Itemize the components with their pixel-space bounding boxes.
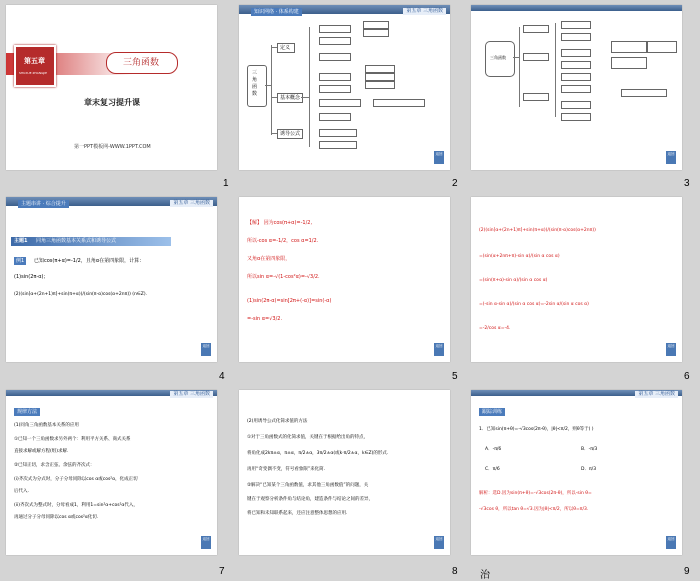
example-label: 例1 (16, 258, 25, 264)
slide-number: 9 (684, 566, 690, 577)
node-basic (277, 93, 303, 103)
back-button[interactable]: 返回 (666, 343, 676, 356)
footer-text: 治 (480, 570, 490, 581)
node-leaf (523, 53, 549, 61)
node-leaf (647, 41, 677, 53)
node-leaf (319, 25, 351, 33)
text-line: (i)齐次式为分式时，分子分母同除以cos α或cos²α，化成正切 (14, 477, 138, 482)
text-line: ②解决“已知某个三角函数值，求其他三角函数值”的问题，关 (247, 483, 369, 488)
center-node (485, 41, 515, 77)
text-line: 直接求解或解方程(组)求解. (14, 449, 69, 454)
node-leaf (523, 25, 549, 33)
node-leaf (561, 85, 591, 93)
node-leaf (365, 73, 395, 81)
solution-line: 又角α在第四象限， (247, 256, 291, 262)
node-leaf (363, 29, 389, 37)
option-b[interactable]: B．-π/3 (581, 447, 598, 452)
back-button[interactable]: 返回 (434, 343, 444, 356)
node-leaf (561, 61, 591, 69)
node-leaf (373, 99, 425, 107)
node-identity (277, 129, 303, 139)
solution-line: =(sin(π+α)-sin α)/(sin α cos α) (479, 278, 548, 283)
topic-label: 主题1 (14, 238, 28, 244)
chapter-label: 第五章 (24, 57, 45, 65)
method-tab: 规律方法 (14, 408, 40, 416)
solution-line: (1)sin(2π-α)=sin[2π+(-α)]=sin(-α) (247, 298, 332, 304)
text-line: 再通过分子分母同除以cos α或cos²α化切. (14, 515, 99, 520)
node-leaf (319, 53, 351, 61)
node-leaf (561, 33, 591, 41)
slide-6[interactable] (471, 197, 682, 362)
slide-8[interactable] (239, 390, 450, 555)
node-leaf (319, 85, 351, 93)
node-leaf (365, 81, 395, 89)
center-label: 三角函数 (252, 70, 258, 97)
text-line: ②已知正切，求含正弦、余弦的齐次式： (14, 463, 95, 468)
slide-1[interactable] (6, 5, 217, 170)
node-leaf (621, 89, 667, 97)
text-line: ①已知一个三角函数求另外两个：利用平方关系、商式关系 (14, 437, 131, 442)
back-button[interactable]: 返回 (666, 536, 676, 549)
chapter-en-label: SHUXUE ZHANGJIE (19, 71, 48, 75)
text-line: 再用“奇变偶不变，符号看象限”来化简. (247, 467, 326, 472)
node-definition-label: 定义 (280, 45, 291, 51)
practice-tab: 跟踪训练 (479, 408, 505, 416)
node-leaf (561, 73, 591, 81)
node-identity-label: 诱导公式 (280, 131, 301, 137)
node-leaf (319, 37, 351, 45)
text-line: 将角化成2kπ±α，π±α，π/2±α，3π/2±α(或k·π/2±α，k∈Z)的形式. (247, 451, 389, 456)
slide-number: 2 (452, 178, 458, 189)
chapter-tag: 第五章 三角函数 (635, 391, 678, 398)
topic-title: 同角三角函数基本关系式和诱导公式 (36, 238, 117, 244)
chapter-badge (14, 45, 56, 87)
center-node (247, 65, 267, 107)
example-text: 已知cos(π+α)=-1/2，且角α在第四象限，计算： (34, 258, 145, 264)
slide-number: 3 (684, 178, 690, 189)
slide-number: 1 (223, 178, 229, 189)
text-line: (2)用诱导公式化简求值的方法 (247, 419, 308, 424)
node-definition (277, 43, 295, 53)
slide-number: 8 (452, 566, 458, 577)
node-leaf (319, 129, 357, 137)
slide-number: 7 (219, 566, 225, 577)
text-line: 键在于观察分析条件角与结论角，建造条件与结论之间的差异， (247, 497, 373, 502)
solution-line: =(sin(α+2nπ+π)-sin α)/(sin α cos α) (479, 254, 560, 259)
node-leaf (319, 73, 351, 81)
node-leaf (523, 93, 549, 101)
top-band (471, 5, 682, 11)
slide-subtitle: 章末复习提升课 (84, 98, 140, 107)
question-text: 1．已知sin(π+θ)=-√3cos(2π-θ)，|θ|<π/2，则θ等于( ) (479, 427, 594, 432)
node-leaf (365, 65, 395, 73)
back-button[interactable]: 返回 (201, 536, 211, 549)
option-a[interactable]: A．-π/6 (485, 447, 502, 452)
node-leaf (561, 21, 591, 29)
text-line: 后代入. (14, 489, 29, 494)
solution-line: 所以-cos α=-1/2，cos α=1/2. (247, 238, 319, 244)
solution-line: =-2/cos α=-4. (479, 326, 511, 331)
slide-number: 6 (684, 371, 690, 382)
slide-title: 三角函数 (123, 58, 160, 68)
back-button[interactable]: 返回 (201, 343, 211, 356)
slide-number: 5 (452, 371, 458, 382)
back-button[interactable]: 返回 (434, 151, 444, 164)
slide-5[interactable] (239, 197, 450, 362)
node-leaf (611, 57, 647, 69)
node-leaf (319, 113, 351, 121)
node-leaf (611, 41, 647, 53)
center-label: 三角函数 (490, 55, 506, 60)
slide-footer: 第一PPT模板网-WWW.1PPT.COM (74, 144, 151, 150)
text-line: (1)同角三角函数基本关系的应用 (14, 423, 79, 428)
chapter-tag: 第五章 三角函数 (170, 200, 213, 207)
node-leaf (561, 113, 591, 121)
chapter-tag: 第五章 三角函数 (170, 391, 213, 398)
solution-line: =-sin α=√3/2. (247, 316, 283, 322)
solution-line: (2)(sin[α+(2n+1)π]+sin(π+α))/(sin(π-α)cos(α+2nπ)) (479, 228, 596, 233)
node-leaf (561, 49, 591, 57)
text-line: 将已知和未知联系起来，还应注意整体思想的应用. (247, 511, 348, 516)
solution-line: 【解】 因为cos(π+α)=-1/2, (247, 220, 313, 226)
section-header: 知识网络 · 体系构建 (251, 8, 302, 16)
node-leaf (319, 99, 361, 107)
section-header: 主题串讲 · 综合提升 (18, 200, 69, 208)
option-d[interactable]: D．π/3 (581, 467, 597, 472)
node-basic-label: 基本概念 (280, 95, 301, 101)
back-button[interactable]: 返回 (666, 151, 676, 164)
slide-9[interactable] (471, 390, 682, 555)
analysis-line: 解析：选D.因为sin(π+θ)=-√3cos(2π-θ)，所以-sin θ= (479, 491, 592, 496)
text-line: ①对于三角函数式的化简求值，关键在于根据给出角的特点， (247, 435, 369, 440)
slide-3[interactable] (471, 5, 682, 170)
solution-line: 所以sin α=-√(1-cos²α)=-√3/2. (247, 274, 320, 280)
question-2: (2)(sin[α+(2n+1)π]+sin(π+α))/(sin(π-α)cos(α+2nπ)) (n∈Z). (14, 292, 148, 297)
node-leaf (561, 101, 591, 109)
question-1: (1)sin(2π-α)； (14, 274, 49, 280)
slide-number: 4 (219, 371, 225, 382)
node-leaf (363, 21, 389, 29)
option-c[interactable]: C．π/6 (485, 467, 500, 472)
chapter-tag: 第五章 三角函数 (403, 8, 446, 15)
title-pill (106, 52, 178, 74)
solution-line: =(-sin α-sin α)/(sin α cos α)=-2sin α/(sin α cos α) (479, 302, 589, 307)
analysis-line: -√3cos θ，所以tan θ=√3.因为|θ|<π/2，所以θ=π/3. (479, 507, 589, 512)
text-line: (ii)齐次式为整式时，分母看成1，利用1=sin²α+cos²α代入， (14, 503, 138, 508)
node-leaf (319, 141, 357, 149)
slide-7[interactable] (6, 390, 217, 555)
slide-4[interactable] (6, 197, 217, 362)
back-button[interactable]: 返回 (434, 536, 444, 549)
slide-2[interactable] (239, 5, 450, 170)
